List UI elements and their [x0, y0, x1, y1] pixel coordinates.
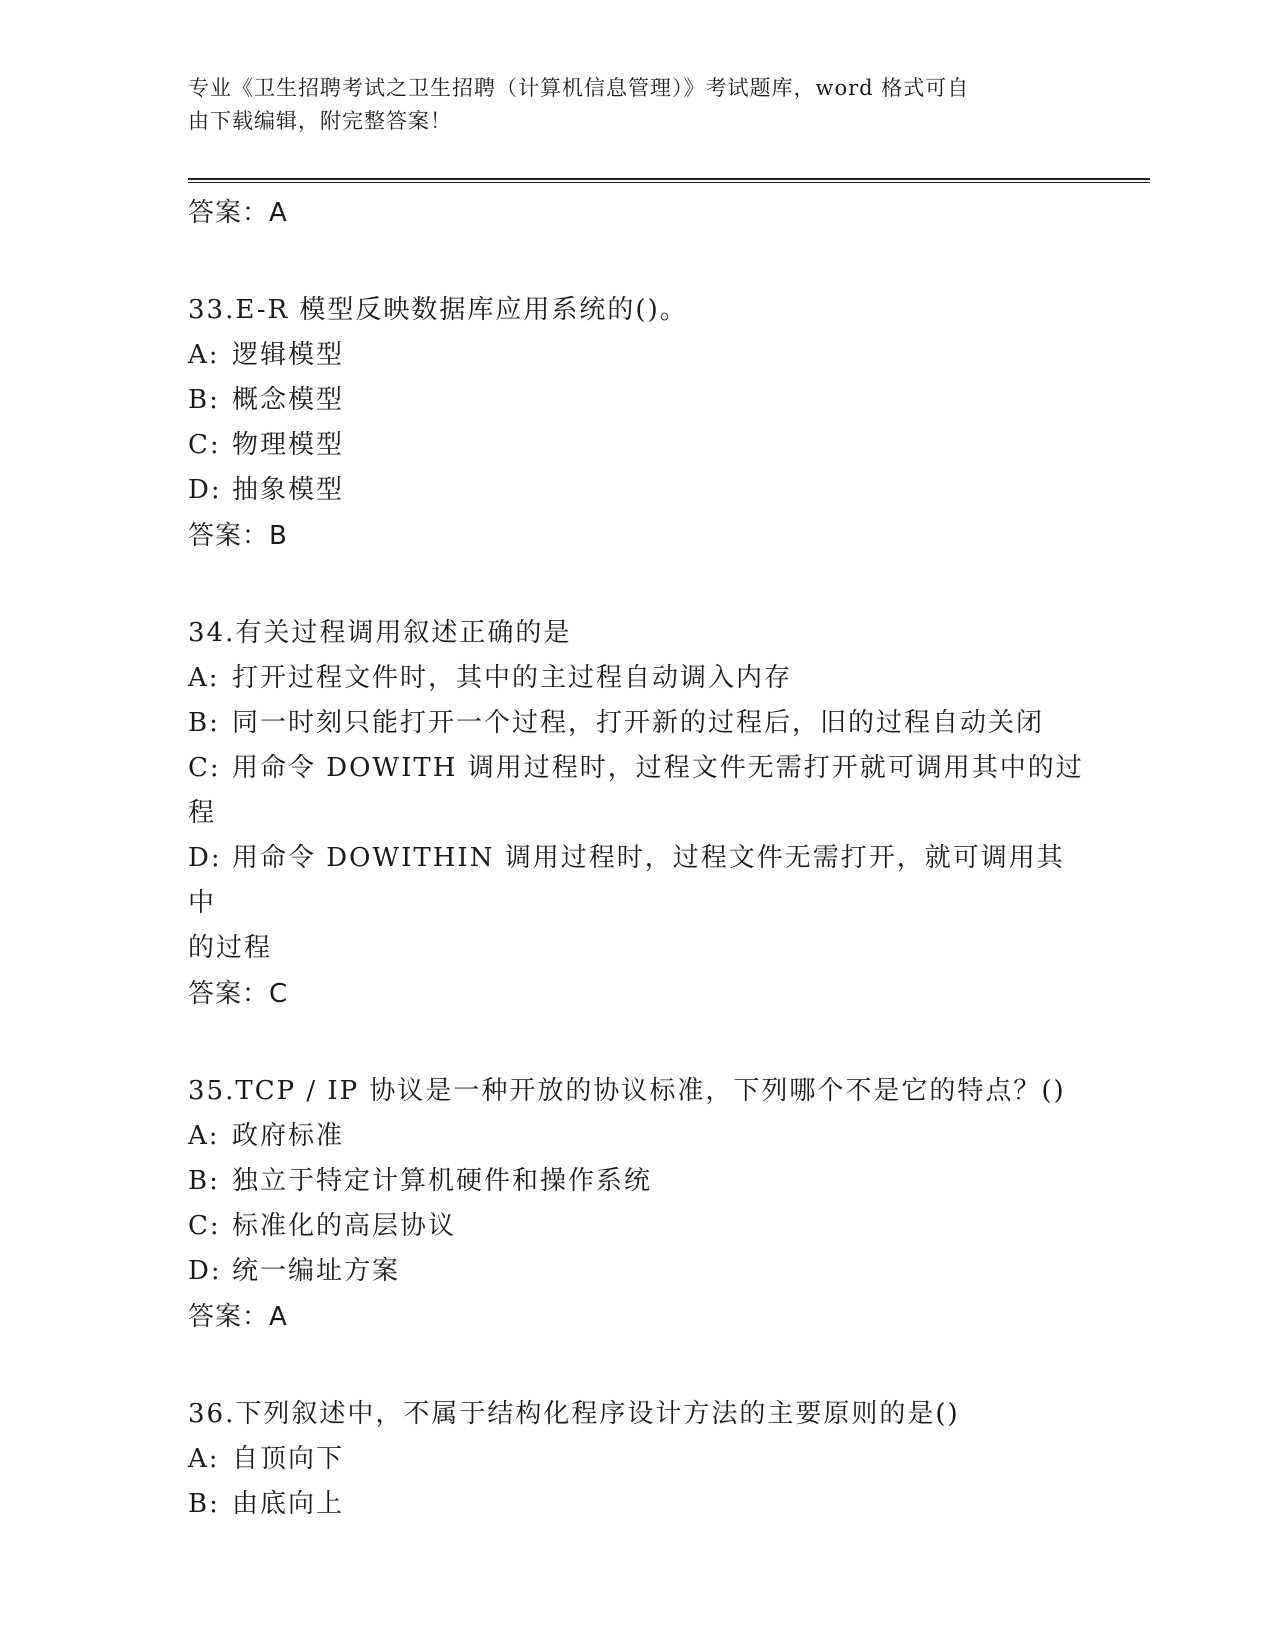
option-b — [188, 378, 1088, 423]
option-letter: D: — [188, 1256, 222, 1286]
question-stem: 36.下列叙述中，不属于结构化程序设计方法的主要原则的是() — [188, 1399, 960, 1429]
question-list — [188, 190, 1088, 1527]
option-text: 同一时刻只能打开一个过程，打开新的过程后，旧的过程自动关闭 — [232, 708, 1045, 738]
header-rule-thin — [188, 182, 1150, 183]
question-stem: 34.有关过程调用叙述正确的是 — [188, 618, 572, 648]
question-35 — [188, 1069, 1088, 1340]
option-a — [188, 1114, 1088, 1159]
option-text: 统一编址方案 — [232, 1256, 401, 1286]
option-d — [188, 1249, 1088, 1294]
option-a — [188, 656, 1088, 701]
header-line-2: 由下载编辑，附完整答案！ — [188, 109, 452, 133]
option-text: 用命令 DOWITH 调用过程时，过程文件无需打开就可调用其中的过 — [232, 753, 1084, 783]
option-letter: A: — [188, 1121, 220, 1151]
option-d — [188, 836, 1088, 971]
header-rule-thick — [188, 178, 1150, 180]
option-letter: A: — [188, 340, 220, 370]
option-text: 打开过程文件时，其中的主过程自动调入内存 — [232, 663, 793, 693]
option-letter: A: — [188, 663, 220, 693]
option-a — [188, 333, 1088, 378]
option-text: 自顶向下 — [232, 1444, 345, 1474]
question-33 — [188, 288, 1088, 559]
option-letter: B: — [188, 1489, 220, 1519]
option-c — [188, 746, 1088, 836]
option-text: 独立于特定计算机硬件和操作系统 — [232, 1166, 653, 1196]
header-line-1: 专业《卫生招聘考试之卫生招聘（计算机信息管理）》考试题库，word 格式可自 — [188, 76, 970, 100]
question-34 — [188, 611, 1088, 1017]
question-stem: 35.TCP / IP 协议是一种开放的协议标准，下列哪个不是它的特点？() — [188, 1076, 1066, 1106]
option-text: 政府标准 — [232, 1121, 345, 1151]
answer-line: 答案：B — [188, 521, 288, 551]
answer-line: 答案：A — [188, 1302, 288, 1332]
option-letter: A: — [188, 1444, 220, 1474]
option-letter: C: — [188, 430, 221, 460]
option-letter: B: — [188, 1166, 220, 1196]
option-a — [188, 1437, 1088, 1482]
option-text: 物理模型 — [232, 430, 345, 460]
option-b — [188, 1159, 1088, 1204]
option-text: 逻辑模型 — [232, 340, 345, 370]
option-c — [188, 423, 1088, 468]
option-text: 由底向上 — [232, 1489, 345, 1519]
question-36 — [188, 1392, 1088, 1527]
option-letter: C: — [188, 1211, 221, 1241]
option-text-continued: 程 — [188, 798, 217, 828]
question-stem: 33.E-R 模型反映数据库应用系统的()。 — [188, 295, 688, 325]
option-letter: B: — [188, 708, 220, 738]
option-text: 标准化的高层协议 — [232, 1211, 457, 1241]
option-text: 抽象模型 — [232, 475, 345, 505]
option-d — [188, 468, 1088, 513]
option-text: 用命令 DOWITHIN 调用过程时，过程文件无需打开，就可调用其中 — [188, 843, 1065, 918]
option-letter: C: — [188, 753, 221, 783]
option-text-continued: 的过程 — [188, 933, 273, 963]
answer-line: 答案：C — [188, 979, 289, 1009]
option-letter: D: — [188, 843, 222, 873]
document-header — [188, 72, 1088, 138]
option-letter: B: — [188, 385, 220, 415]
option-b — [188, 701, 1088, 746]
option-letter: D: — [188, 475, 222, 505]
previous-answer: 答案：A — [188, 198, 288, 228]
option-c — [188, 1204, 1088, 1249]
option-text: 概念模型 — [232, 385, 345, 415]
option-b — [188, 1482, 1088, 1527]
